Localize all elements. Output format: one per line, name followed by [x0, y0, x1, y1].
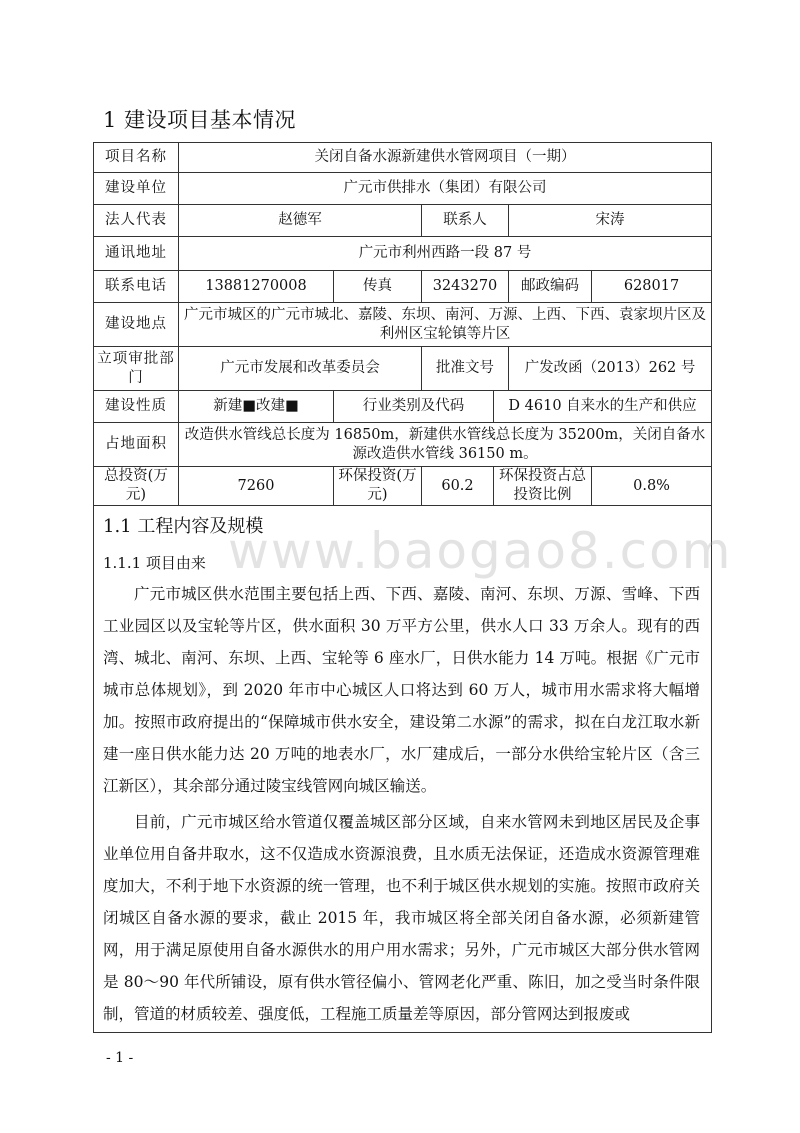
- project-info-table: [93, 142, 712, 506]
- fax-value: 3243270: [422, 271, 509, 303]
- area-value: 改造供水管线总长度为 16850m，新建供水管线总长度为 35200m，关闭自备水源改造供水管线 36150 m。: [179, 423, 712, 467]
- table-row: [94, 237, 712, 271]
- fax-label: 传真: [334, 271, 422, 303]
- paragraph-2: 目前，广元市城区给水管道仅覆盖城区部分区域，自来水管网未到地区居民及企事业单位用自备井取水，这不仅造成水资源浪费，且水质无法保证，还造成水资源管理难度加大，不利于地下水资源的统一管理，也不利于城区供水规划的实施。按照市政府关闭城区自备水源的要求，截止 2015 年，我市城区将全部关闭自备水源，必须新建管网，用于满足原使用自备水源供水的用户用水需求；另外，广元市城区大部分供水管网是 80～90 年代所铺设，原有供水管径偏小、管网老化严重、陈旧，加之受当时条件限制，管道的材质较差、强度低，工程施工质量差等原因，部分管网达到报废或: [103, 813, 700, 1023]
- approval-doc-value: 广发改函（2013）262 号: [509, 347, 712, 391]
- env-ratio-value: 0.8%: [592, 467, 712, 506]
- builder-label: 建设单位: [94, 173, 179, 205]
- project-name-label: 项目名称: [94, 143, 179, 173]
- phone-label: 联系电话: [94, 271, 179, 303]
- watermark: www.baogao8.com: [228, 522, 733, 580]
- env-invest-value: 60.2: [422, 467, 494, 506]
- address-value: 广元市利州西路一段 87 号: [179, 237, 712, 271]
- nature-value: 新建■改建■: [179, 391, 334, 423]
- industry-value: D 4610 自来水的生产和供应: [494, 391, 712, 423]
- phone-value: 13881270008: [179, 271, 334, 303]
- address-label: 通讯地址: [94, 237, 179, 271]
- builder-value: 广元市供排水（集团）有限公司: [179, 173, 712, 205]
- project-name-value: 关闭自备水源新建供水管网项目（一期）: [179, 143, 712, 173]
- table-row: [94, 467, 712, 506]
- paragraph-1: 广元市城区供水范围主要包括上西、下西、嘉陵、南河、东坝、万源、雪峰、下西工业园区以及宝轮等片区，供水面积 30 万平方公里，供水人口 33 万余人。现有的西湾、城北、南河、东坝、上西、宝轮等 6 座水厂，日供水能力 14 万吨。根据《广元市城市总体规划》，到 2020 年市中心城区人口将达到 60 万人，城市用水需求将大幅增加。按照市政府提出的“保障城市供水安全，建设第二水源”的需求，拟在白龙江取水新建一座日供水能力达 20 万吨的地表水厂，水厂建成后，一部分水供给宝轮片区（含三江新区），其余部分通过陵宝线管网向城区输送。: [103, 585, 700, 795]
- location-value: 广元市城区的广元市城北、嘉陵、东坝、南河、万源、上西、下西、袁家坝片区及利州区宝轮镇等片区: [179, 303, 712, 347]
- area-label: 占地面积: [94, 423, 179, 467]
- env-ratio-label: 环保投资占总投资比例: [494, 467, 592, 506]
- table-row: [94, 303, 712, 347]
- approval-dept-label: 立项审批部门: [94, 347, 179, 391]
- postcode-value: 628017: [592, 271, 712, 303]
- env-invest-label: 环保投资(万元): [334, 467, 422, 506]
- page-number: - 1 -: [106, 1050, 134, 1066]
- nature-label: 建设性质: [94, 391, 179, 423]
- table-row: [94, 205, 712, 237]
- approval-doc-label: 批准文号: [422, 347, 509, 391]
- section-heading-1-1: 1.1 工程内容及规模: [103, 516, 264, 537]
- total-invest-value: 7260: [179, 467, 334, 506]
- section-heading-1-1-1: 1.1.1 项目由来: [103, 554, 206, 572]
- contact-label: 联系人: [422, 205, 509, 237]
- total-invest-label: 总投资(万元): [94, 467, 179, 506]
- table-row: [94, 347, 712, 391]
- table-row: [94, 173, 712, 205]
- table-row: [94, 271, 712, 303]
- legal-rep-label: 法人代表: [94, 205, 179, 237]
- table-row: [94, 423, 712, 467]
- page-title: 1 建设项目基本情况: [103, 108, 297, 132]
- postcode-label: 邮政编码: [509, 271, 592, 303]
- table-row: [94, 143, 712, 173]
- approval-dept-value: 广元市发展和改革委员会: [179, 347, 422, 391]
- location-label: 建设地点: [94, 303, 179, 347]
- table-row: [94, 391, 712, 423]
- industry-label: 行业类别及代码: [334, 391, 494, 423]
- legal-rep-value: 赵德军: [179, 205, 422, 237]
- contact-value: 宋涛: [509, 205, 712, 237]
